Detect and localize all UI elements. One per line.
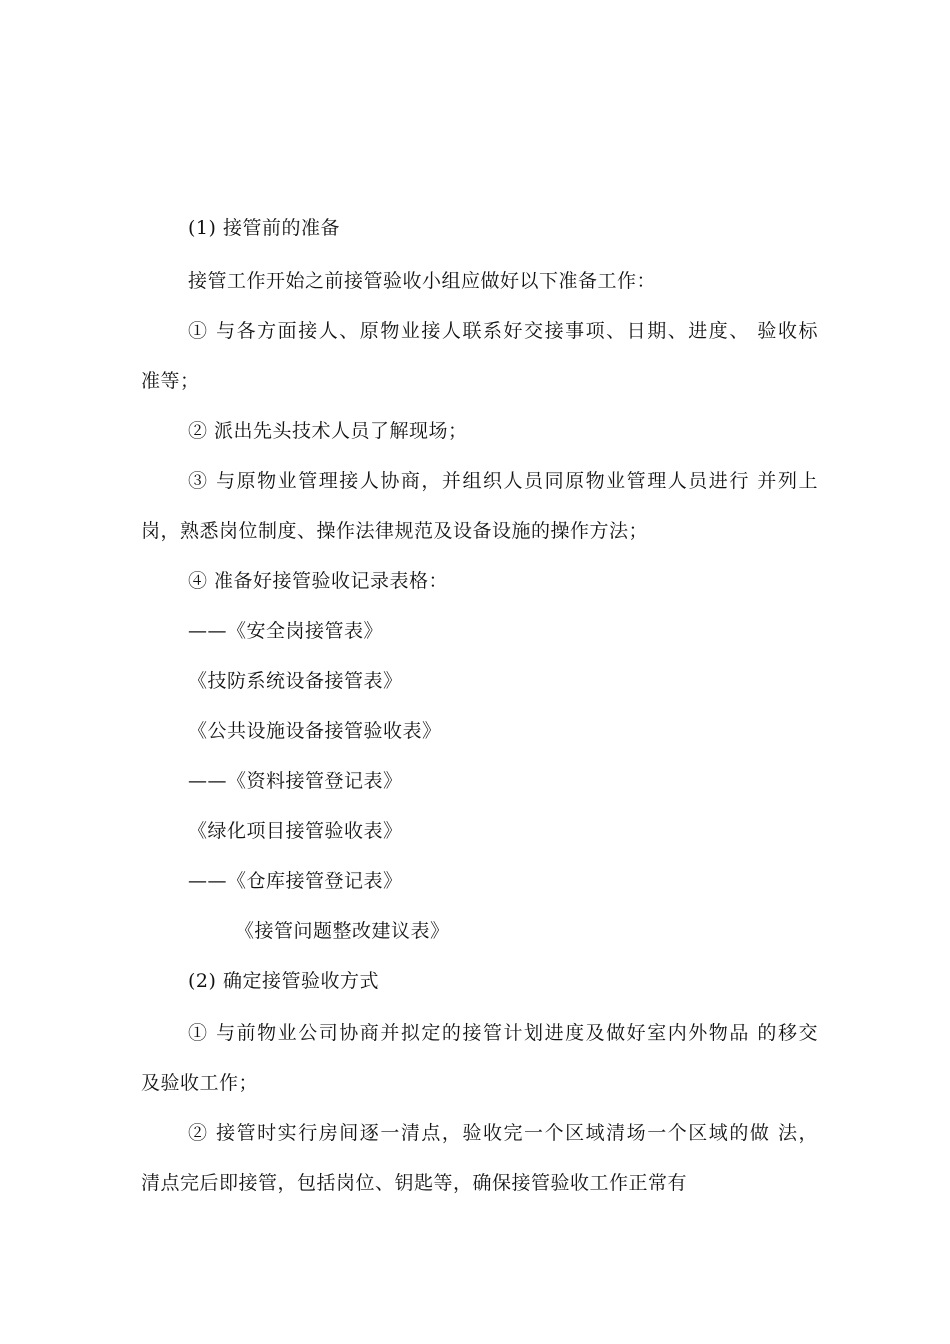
section-1-item-3-line-1: ③ 与原物业管理接人协商，并组织人员同原物业管理人员进行 并列上	[188, 470, 818, 492]
form-list-item: ——《资料接管登记表》	[188, 770, 403, 792]
section-1-item-4: ④ 准备好接管验收记录表格：	[188, 570, 449, 592]
section-1-item-2: ② 派出先头技术人员了解现场；	[188, 420, 468, 442]
section-1-intro: 接管工作开始之前接管验收小组应做好以下准备工作：	[188, 270, 657, 292]
section-2-item-2-line-1: ② 接管时实行房间逐一清点，验收完一个区域清场一个区域的做 法，	[188, 1122, 818, 1144]
form-list-item: 《公共设施设备接管验收表》	[188, 720, 442, 742]
form-list-item: 《绿化项目接管验收表》	[188, 820, 403, 842]
section-2-item-2-line-2: 清点完后即接管，包括岗位、钥匙等，确保接管验收工作正常有	[141, 1172, 688, 1194]
section-2-heading: (2) 确定接管验收方式	[188, 970, 379, 992]
section-2-item-1-line-1: ① 与前物业公司协商并拟定的接管计划进度及做好室内外物品 的移交	[188, 1022, 818, 1044]
form-list-item: ——《仓库接管登记表》	[188, 870, 403, 892]
section-1-item-3-line-2: 岗，熟悉岗位制度、操作法律规范及设备设施的操作方法；	[141, 520, 649, 542]
section-1-heading: (1) 接管前的准备	[188, 217, 340, 239]
form-list-item: ——《安全岗接管表》	[188, 620, 384, 642]
section-1-item-1-line-1: ① 与各方面接人、原物业接人联系好交接事项、日期、进度、 验收标	[188, 320, 818, 342]
form-list-item: 《接管问题整改建议表》	[235, 920, 450, 942]
form-list-item: 《技防系统设备接管表》	[188, 670, 403, 692]
section-1-item-1-line-2: 准等；	[141, 370, 200, 392]
section-2-item-1-line-2: 及验收工作；	[141, 1072, 259, 1094]
